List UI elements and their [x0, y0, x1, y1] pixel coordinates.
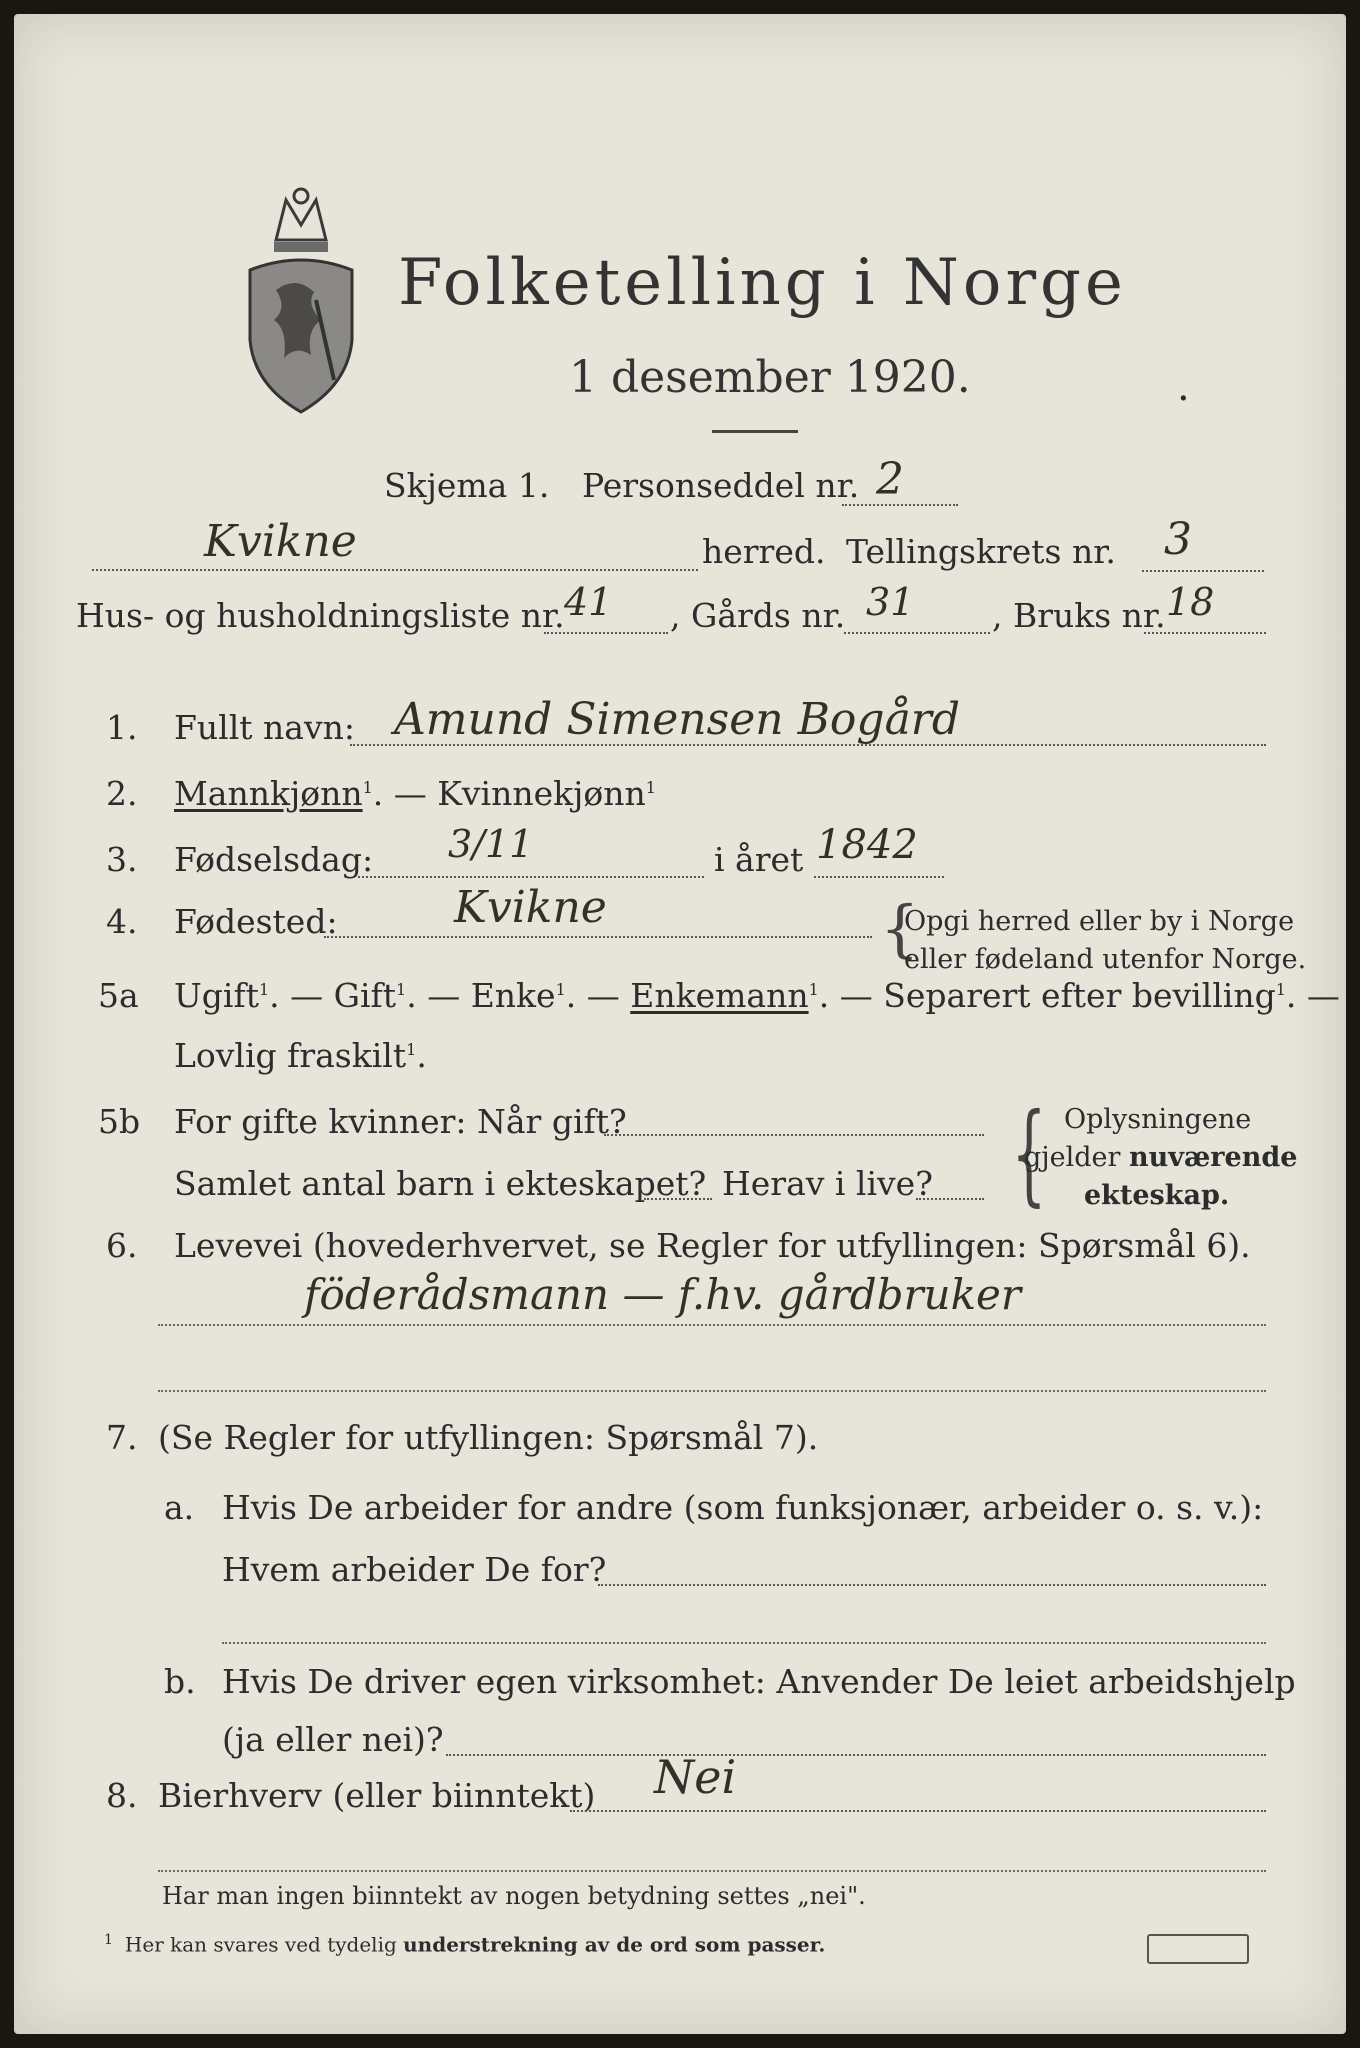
footnote	[104, 1932, 825, 1957]
q1-value[interactable]: Amund Simensen Bogård	[394, 694, 961, 745]
q5b-label-alive: Herav i live?	[722, 1164, 933, 1203]
q7-number: 7.	[106, 1418, 138, 1457]
q5b-note-line2	[1024, 1142, 1297, 1173]
dash: . —	[269, 976, 334, 1015]
decorative-dot: .	[1177, 364, 1190, 410]
q7a-line1: Hvis De arbeider for andre (som funksjonær, arbeider o. s. v.):	[222, 1488, 1264, 1527]
footnote-text-a: Her kan svares ved tydelig	[124, 1932, 404, 1957]
q5a-options	[174, 976, 1340, 1015]
q4-brace-icon: {	[880, 892, 920, 965]
q7a-answer-line2	[222, 1642, 1266, 1644]
q5a-options-line2	[174, 1036, 427, 1075]
option-enke[interactable]: Enke	[470, 976, 556, 1015]
q8-label: Bierhverv (eller biinntekt)	[158, 1776, 596, 1815]
dash: . —	[818, 976, 884, 1015]
q1-number: 1.	[106, 708, 138, 747]
dash: . —	[565, 976, 631, 1015]
q7a-letter: a.	[164, 1488, 195, 1527]
q8-line2	[158, 1870, 1266, 1872]
q6-line2	[158, 1390, 1266, 1392]
q1-label: Fullt navn:	[174, 708, 355, 747]
q8-value[interactable]: Nei	[654, 1750, 737, 1804]
form-date: 1 desember 1920.	[569, 352, 971, 403]
q5b-when-line	[604, 1134, 984, 1136]
sup: 1	[808, 980, 819, 999]
dash: . —	[406, 976, 471, 1015]
q5b-label-children: Samlet antal barn i ekteskapet?	[174, 1164, 707, 1203]
q7b-answer-line	[446, 1754, 1266, 1756]
q5b-note-line1: Oplysningene	[1064, 1104, 1252, 1135]
q8-line	[570, 1810, 1266, 1812]
q2-sup2: 1	[645, 778, 656, 797]
herred-label: herred.	[702, 532, 826, 571]
q3-label: Fødselsdag:	[174, 840, 374, 879]
tellingskrets-line	[1142, 570, 1264, 572]
q7b-line1: Hvis De driver egen virksomhet: Anvender De leiet arbeidshjelp	[222, 1662, 1296, 1701]
period: .	[416, 1036, 427, 1075]
q4-number: 4.	[106, 902, 138, 941]
option-gift[interactable]: Gift	[333, 976, 397, 1015]
q4-label: Fødested:	[174, 902, 338, 941]
q6-label: Levevei (hovederhvervet, se Regler for utfyllingen: Spørsmål 6).	[174, 1226, 1251, 1265]
q4-line	[324, 936, 872, 938]
title-divider	[712, 430, 798, 433]
q7a-line2: Hvem arbeider De for?	[222, 1550, 607, 1589]
form-title: Folketelling i Norge	[398, 246, 1127, 320]
tellingskrets-label: Tellingskrets nr.	[846, 532, 1116, 571]
q7-label: (Se Regler for utfyllingen: Spørsmål 7).	[158, 1418, 819, 1457]
q2-options	[174, 774, 656, 813]
q5a-number: 5a	[98, 976, 139, 1015]
q5b-note-nuvaerende: nuværende	[1129, 1142, 1298, 1173]
herred-value[interactable]: Kvikne	[204, 516, 357, 567]
q5b-alive-line	[916, 1198, 984, 1200]
herred-line	[92, 569, 698, 571]
sup: 1	[396, 980, 407, 999]
option-fraskilt[interactable]: Lovlig fraskilt	[174, 1036, 407, 1075]
q4-value[interactable]: Kvikne	[454, 882, 607, 933]
bruks-label: , Bruks nr.	[992, 596, 1166, 635]
q5b-brace-icon: {	[1011, 1089, 1047, 1217]
q5b-label-when-married: For gifte kvinner: Når gift?	[174, 1102, 627, 1141]
gards-value[interactable]: 31	[866, 580, 915, 624]
option-mannkjonn[interactable]: Mannkjønn	[174, 774, 363, 813]
hus-label: Hus- og husholdningsliste nr.	[76, 596, 565, 635]
q2-sup1: 1	[362, 778, 373, 797]
q6-value[interactable]: föderådsmann — f.hv. gårdbruker	[304, 1270, 1021, 1319]
personseddel-value[interactable]: 2	[876, 454, 904, 505]
q5b-note-line3: ekteskap.	[1084, 1180, 1230, 1211]
q4-note-line1: Opgi herred eller by i Norge	[904, 906, 1295, 937]
sup: 1	[406, 1040, 417, 1059]
q3-year-value[interactable]: 1842	[816, 822, 918, 868]
option-ugift[interactable]: Ugift	[174, 976, 259, 1015]
q8-number: 8.	[106, 1776, 138, 1815]
q3-number: 3.	[106, 840, 138, 879]
gards-label: , Gårds nr.	[670, 596, 846, 635]
q3-day-line	[358, 876, 704, 878]
biinntekt-note: Har man ingen biinntekt av nogen betydning settes „nei".	[162, 1882, 866, 1910]
census-form-page	[14, 14, 1346, 2034]
q5b-note-gjelder: gjelder	[1024, 1142, 1130, 1173]
q6-line1	[158, 1324, 1266, 1326]
sup: 1	[258, 980, 270, 999]
q3-year-line	[814, 876, 944, 878]
q3-day-value[interactable]: 3/11	[448, 822, 534, 866]
option-kvinnekjonn[interactable]: Kvinnekjønn	[437, 774, 646, 813]
bruks-value[interactable]: 18	[1166, 580, 1215, 624]
bruks-line	[1144, 632, 1266, 634]
q4-note-line2: eller fødeland utenfor Norge.	[904, 944, 1307, 975]
sup: 1	[1275, 980, 1286, 999]
gards-line	[844, 632, 990, 634]
option-separert[interactable]: Separert efter bevilling	[883, 976, 1276, 1015]
hus-line	[544, 632, 668, 634]
hus-value[interactable]: 41	[564, 580, 613, 624]
q2-number: 2.	[106, 774, 138, 813]
printer-stamp-icon	[1147, 1934, 1249, 1964]
q5b-children-line	[644, 1198, 712, 1200]
option-enkemann[interactable]: Enkemann	[630, 976, 809, 1015]
tellingskrets-value[interactable]: 3	[1164, 514, 1192, 565]
sup: 1	[555, 980, 566, 999]
trailing-dash: . —	[1285, 976, 1340, 1015]
q3-year-label: i året	[714, 840, 804, 879]
q7b-letter: b.	[164, 1662, 196, 1701]
q7b-line2: (ja eller nei)?	[222, 1720, 444, 1759]
q6-number: 6.	[106, 1226, 138, 1265]
personseddel-label: Personseddel nr.	[582, 466, 860, 505]
q5b-number: 5b	[98, 1102, 141, 1141]
footnote-number: 1	[104, 1932, 113, 1948]
coat-of-arms-icon	[236, 180, 366, 420]
skjema-label: Skjema 1.	[384, 466, 550, 505]
q2-separator: . —	[372, 774, 438, 813]
q7a-answer-line	[598, 1584, 1266, 1586]
footnote-text-b: understrekning av de ord som passer.	[403, 1932, 826, 1957]
